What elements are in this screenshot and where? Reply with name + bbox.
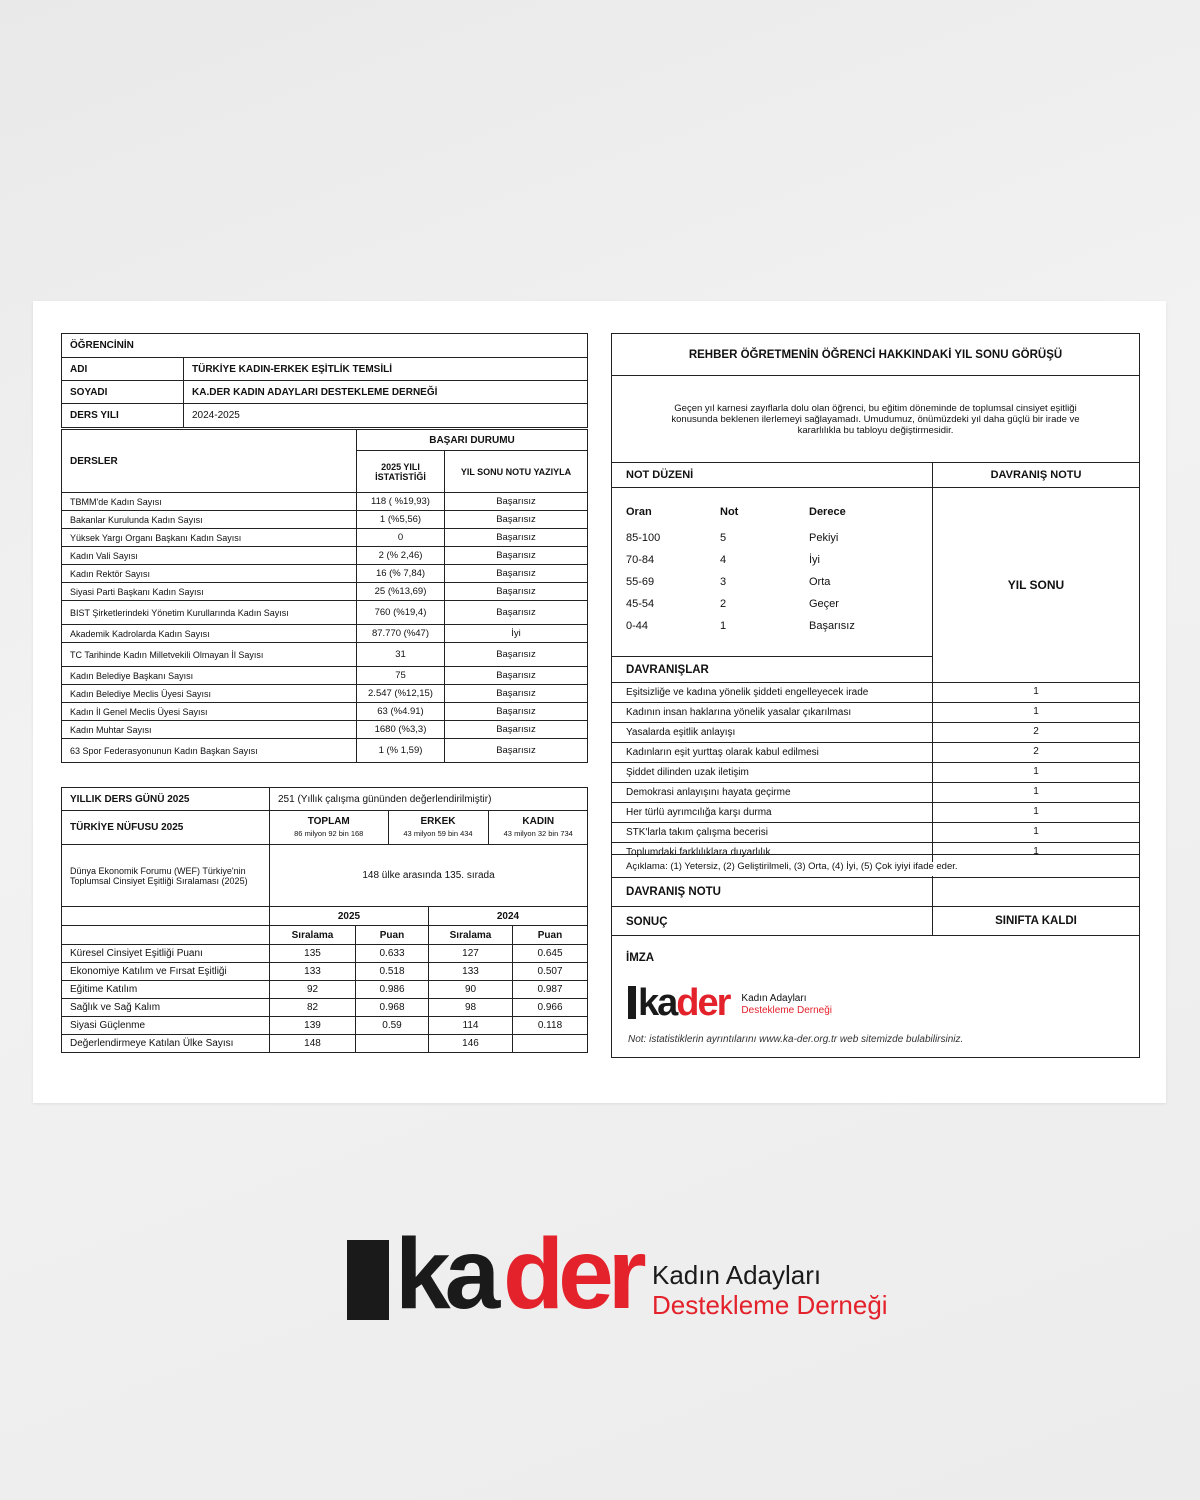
logo-ka: ka <box>395 1218 495 1330</box>
logo-line2: Destekleme Derneği <box>652 1290 888 1320</box>
stats-score-2024: 0.966 <box>513 999 588 1017</box>
stats-name: Küresel Cinsiyet Eşitliği Puanı <box>62 945 270 963</box>
behavior-name: Yasalarda eşitlik anlayışı <box>626 727 736 738</box>
rank-2025-header: Sıralama <box>270 926 356 945</box>
imza-label: İMZA <box>626 952 655 964</box>
label-ders-yili: DERS YILI <box>62 404 184 428</box>
course-stat: 118 ( %19,93) <box>357 493 445 511</box>
not-duzeni-label: NOT DÜZENİ <box>626 469 694 481</box>
small-logo <box>628 979 833 1024</box>
behavior-score: 2 <box>1033 746 1039 757</box>
course-row <box>62 511 588 529</box>
course-stat: 1 (%5,56) <box>357 511 445 529</box>
stats-score-2024: 0.645 <box>513 945 588 963</box>
aciklama-text: Açıklama: (1) Yetersiz, (2) Geliştirilmeli, (3) Orta, (4) İyi, (5) Çok iyiyi ifade eder. <box>626 861 958 872</box>
course-stat: 0 <box>357 529 445 547</box>
course-row <box>62 565 588 583</box>
behavior-name: STK'larla takım çalışma becerisi <box>626 827 768 838</box>
report-card <box>33 301 1166 1103</box>
course-name: Siyasi Parti Başkanı Kadın Sayısı <box>62 583 357 601</box>
label-adi: ADI <box>62 358 184 381</box>
course-stat: 87.770 (%47) <box>357 625 445 643</box>
col-spacer <box>62 926 270 945</box>
courses-table <box>61 429 588 763</box>
stats-score-2025: 0.59 <box>356 1017 429 1035</box>
scale-not: 5 <box>720 532 727 544</box>
erkek-value: 43 milyon 59 bin 434 <box>403 828 473 838</box>
course-grade: Başarısız <box>445 493 588 511</box>
course-row <box>62 739 588 763</box>
course-name: Kadın Muhtar Sayısı <box>62 721 357 739</box>
course-stat: 75 <box>357 667 445 685</box>
stats-row <box>62 1017 588 1035</box>
course-grade: Başarısız <box>445 583 588 601</box>
scale-oran: 85-100 <box>626 532 661 544</box>
scale-oran: 0-44 <box>626 620 649 632</box>
course-name: Kadın Vali Sayısı <box>62 547 357 565</box>
course-name: 63 Spor Federasyonunun Kadın Başkan Sayısı <box>62 739 357 763</box>
behavior-row <box>612 703 1139 723</box>
not-duzeni-header <box>612 463 932 488</box>
sonuc-row <box>612 907 1139 936</box>
course-row <box>62 547 588 565</box>
small-logo-bar <box>628 986 636 1019</box>
davranis-notu-label: DAVRANIŞ NOTU <box>626 886 721 898</box>
scale-row <box>626 576 926 598</box>
small-logo-text <box>741 993 832 1017</box>
davranislar-header <box>612 656 932 682</box>
kadin-cell <box>488 811 588 844</box>
year-2024-header: 2024 <box>429 907 588 926</box>
stats-name: Sağlık ve Sağ Kalım <box>62 999 270 1017</box>
behavior-name: Her türlü ayrımcılığa karşı durma <box>626 807 772 818</box>
stat-col-header: 2025 YILI İSTATİSTİĞİ <box>357 451 445 493</box>
stats-row <box>62 945 588 963</box>
behavior-score: 1 <box>1033 806 1039 817</box>
course-row <box>62 493 588 511</box>
course-grade: Başarısız <box>445 685 588 703</box>
ders-gunu-label: YILLIK DERS GÜNÜ 2025 <box>62 788 270 811</box>
course-name: Bakanlar Kurulunda Kadın Sayısı <box>62 511 357 529</box>
stats-table <box>61 787 588 1053</box>
stats-rank-2025: 148 <box>270 1035 356 1053</box>
course-grade: Başarısız <box>445 667 588 685</box>
stats-rank-2025: 135 <box>270 945 356 963</box>
scale-oran: 55-69 <box>626 576 655 588</box>
behavior-score: 1 <box>1033 686 1039 697</box>
kadin-value: 43 milyon 32 bin 734 <box>503 828 573 838</box>
course-stat: 31 <box>357 643 445 667</box>
course-name: TC Tarihinde Kadın Milletvekili Olmayan İl Sayısı <box>62 643 357 667</box>
course-name: Kadın Rektör Sayısı <box>62 565 357 583</box>
course-stat: 63 (%4.91) <box>357 703 445 721</box>
course-grade: Başarısız <box>445 601 588 625</box>
stats-rank-2025: 92 <box>270 981 356 999</box>
small-logo-der: der <box>676 982 730 1024</box>
erkek-label: ERKEK <box>420 815 456 827</box>
scale-row <box>626 532 926 554</box>
wef-value: 148 ülke arasında 135. sırada <box>270 845 588 907</box>
course-row <box>62 583 588 601</box>
toplam-label: TOPLAM <box>307 815 350 827</box>
behavior-row <box>612 723 1139 743</box>
stats-score-2024 <box>513 1035 588 1053</box>
stats-name: Değerlendirmeye Katılan Ülke Sayısı <box>62 1035 270 1053</box>
behavior-name: Şiddet dilinden uzak iletişim <box>626 767 749 778</box>
course-grade: Başarısız <box>445 511 588 529</box>
scale-oran: 45-54 <box>626 598 655 610</box>
stats-score-2025: 0.518 <box>356 963 429 981</box>
course-stat: 16 (% 7,84) <box>357 565 445 583</box>
score-2025-header: Puan <box>356 926 429 945</box>
behavior-row <box>612 823 1139 843</box>
course-stat: 2 (% 2,46) <box>357 547 445 565</box>
course-name: Akademik Kadrolarda Kadın Sayısı <box>62 625 357 643</box>
logo-bar <box>347 1240 389 1320</box>
course-name: BIST Şirketlerindeki Yönetim Kurullarında Kadın Sayısı <box>62 601 357 625</box>
stats-rank-2024: 114 <box>429 1017 513 1035</box>
rank-2024-header: Sıralama <box>429 926 513 945</box>
course-stat: 1 (% 1,59) <box>357 739 445 763</box>
value-adi: TÜRKİYE KADIN-ERKEK EŞİTLİK TEMSİLİ <box>184 358 588 381</box>
behavior-row <box>612 803 1139 823</box>
behavior-score: 1 <box>1033 786 1039 797</box>
label-soyadi: SOYADI <box>62 381 184 404</box>
scale-derece: Geçer <box>809 598 839 610</box>
kadin-label: KADIN <box>522 815 555 827</box>
aciklama-row <box>612 854 1139 878</box>
yil-sonu-label: YIL SONU <box>1007 578 1065 592</box>
course-grade: Başarısız <box>445 703 588 721</box>
stats-score-2025: 0.633 <box>356 945 429 963</box>
stats-score-2025 <box>356 1035 429 1053</box>
scale-oran-header: Oran <box>626 506 652 518</box>
course-row <box>62 685 588 703</box>
behavior-name: Kadınların eşit yurttaş olarak kabul edilmesi <box>626 747 819 758</box>
course-grade: Başarısız <box>445 565 588 583</box>
behavior-score: 1 <box>1033 766 1039 777</box>
stats-name: Ekonomiye Katılım ve Fırsat Eşitliği <box>62 963 270 981</box>
stats-score-2025: 0.968 <box>356 999 429 1017</box>
course-row <box>62 721 588 739</box>
behavior-score: 1 <box>1033 826 1039 837</box>
sonuc-value: SINIFTA KALDI <box>995 915 1077 927</box>
stats-rank-2024: 127 <box>429 945 513 963</box>
scale-row <box>626 620 926 642</box>
behavior-name: Toplumdaki farklılıklara duyarlılık <box>626 847 771 858</box>
course-grade: Başarısız <box>445 643 588 667</box>
teacher-title: REHBER ÖĞRETMENİN ÖĞRENCİ HAKKINDAKİ YIL SONU GÖRÜŞÜ <box>612 334 1139 376</box>
teacher-comment: Geçen yıl karnesi zayıflarla dolu olan öğrenci, bu eğitim döneminde de toplumsal cinsiyet eşitliği konusunda beklenen ilerlemeyi sağlayamadı. Umudumuz, önümüzdeki yıl daha güçlü bir irade ve kararlılıkla bu tabloyu değiştirmesidir. <box>671 402 1080 436</box>
course-row <box>62 667 588 685</box>
teacher-panel <box>611 333 1140 1058</box>
course-stat: 25 (%13,69) <box>357 583 445 601</box>
stats-score-2024: 0.118 <box>513 1017 588 1035</box>
course-row <box>62 703 588 721</box>
stats-rank-2025: 133 <box>270 963 356 981</box>
scale-not: 4 <box>720 554 727 566</box>
logo-der: der <box>503 1218 641 1330</box>
stats-rank-2024: 90 <box>429 981 513 999</box>
scale-not: 1 <box>720 620 727 632</box>
course-grade: Başarısız <box>445 547 588 565</box>
stats-name: Eğitime Katılım <box>62 981 270 999</box>
scale-derece: İyi <box>809 554 820 566</box>
behavior-score: 2 <box>1033 726 1039 737</box>
behavior-name: Kadının insan haklarına yönelik yasalar çıkarılması <box>626 707 852 718</box>
year-2025-header: 2025 <box>270 907 429 926</box>
value-soyadi: KA.DER KADIN ADAYLARI DESTEKLEME DERNEĞİ <box>184 381 588 404</box>
scale-header-row <box>626 506 926 532</box>
behavior-name: Demokrasi anlayışını hayata geçirme <box>626 787 791 798</box>
year-spacer <box>62 907 270 926</box>
website-note: Not: istatistiklerin ayrıntılarını www.ka-der.org.tr web sitemizde bulabilirsiniz. <box>628 1034 964 1045</box>
teacher-comment-box <box>612 376 1139 463</box>
behavior-score: 1 <box>1033 706 1039 717</box>
stats-rank-2025: 82 <box>270 999 356 1017</box>
dersler-header: DERSLER <box>62 430 357 493</box>
stats-rank-2024: 133 <box>429 963 513 981</box>
logo-line1: Kadın Adayları <box>652 1260 822 1290</box>
stats-score-2024: 0.987 <box>513 981 588 999</box>
behavior-row <box>612 743 1139 763</box>
course-row <box>62 529 588 547</box>
score-2024-header: Puan <box>513 926 588 945</box>
stats-row <box>62 999 588 1017</box>
course-stat: 760 (%19,4) <box>357 601 445 625</box>
behavior-row <box>612 783 1139 803</box>
footer-logo <box>347 1218 888 1330</box>
course-row <box>62 643 588 667</box>
stats-rank-2024: 98 <box>429 999 513 1017</box>
small-logo-line1: Kadın Adayları <box>741 993 807 1004</box>
behavior-row <box>612 763 1139 783</box>
nufus-label: TÜRKİYE NÜFUSU 2025 <box>62 811 270 845</box>
basari-durumu-header: BAŞARI DURUMU <box>357 430 588 451</box>
student-info-table <box>61 333 588 428</box>
scale-derece: Pekiyi <box>809 532 839 544</box>
grade-scale <box>626 506 926 642</box>
course-name: Kadın İl Genel Meclis Üyesi Sayısı <box>62 703 357 721</box>
course-grade: Başarısız <box>445 721 588 739</box>
scale-oran: 70-84 <box>626 554 655 566</box>
wef-label: Dünya Ekonomik Forumu (WEF) Türkiye'nin Toplumsal Cinsiyet Eşitliği Sıralaması (2025) <box>62 845 270 907</box>
stats-row <box>62 963 588 981</box>
behaviors-list <box>612 682 1139 862</box>
davranis-notu-header: DAVRANIŞ NOTU <box>933 463 1139 488</box>
course-row <box>62 625 588 643</box>
toplam-cell <box>270 811 388 844</box>
stats-score-2025: 0.986 <box>356 981 429 999</box>
course-name: Kadın Belediye Meclis Üyesi Sayısı <box>62 685 357 703</box>
scale-row <box>626 554 926 576</box>
davranislar-label: DAVRANIŞLAR <box>626 664 709 676</box>
scale-not-header: Not <box>720 506 739 518</box>
sonuc-label: SONUÇ <box>626 916 668 928</box>
course-name: TBMM'de Kadın Sayısı <box>62 493 357 511</box>
erkek-cell <box>388 811 488 844</box>
course-row <box>62 601 588 625</box>
course-stat: 2.547 (%12,15) <box>357 685 445 703</box>
behavior-row <box>612 683 1139 703</box>
course-grade: İyi <box>445 625 588 643</box>
course-grade: Başarısız <box>445 529 588 547</box>
nufus-breakdown <box>270 811 588 844</box>
stats-row <box>62 1035 588 1053</box>
stats-rank-2024: 146 <box>429 1035 513 1053</box>
course-name: Kadın Belediye Başkanı Sayısı <box>62 667 357 685</box>
grade-col-header: YIL SONU NOTU YAZIYLA <box>445 451 588 493</box>
behavior-score: 1 <box>1033 846 1039 857</box>
stats-score-2024: 0.507 <box>513 963 588 981</box>
scale-derece-header: Derece <box>809 506 846 518</box>
course-name: Yüksek Yargı Organı Başkanı Kadın Sayısı <box>62 529 357 547</box>
scale-not: 3 <box>720 576 727 588</box>
course-stat: 1680 (%3,3) <box>357 721 445 739</box>
davranis-notu-row <box>612 877 1139 907</box>
student-header: ÖĞRENCİNİN <box>62 334 588 358</box>
scale-row <box>626 598 926 620</box>
small-logo-line2: Destekleme Derneği <box>741 1005 833 1016</box>
scale-not: 2 <box>720 598 727 610</box>
scale-derece: Başarısız <box>809 620 855 632</box>
value-ders-yili: 2024-2025 <box>184 404 588 428</box>
stats-rank-2025: 139 <box>270 1017 356 1035</box>
small-logo-ka: ka <box>638 982 677 1024</box>
ders-gunu-value: 251 (Yıllık çalışma gününden değerlendirilmiştir) <box>270 788 588 811</box>
course-grade: Başarısız <box>445 739 588 763</box>
toplam-value: 86 milyon 92 bin 168 <box>294 828 364 838</box>
scale-derece: Orta <box>809 576 831 588</box>
stats-row <box>62 981 588 999</box>
stats-name: Siyasi Güçlenme <box>62 1017 270 1035</box>
behavior-name: Eşitsizliğe ve kadına yönelik şiddeti engelleyecek irade <box>626 687 869 698</box>
